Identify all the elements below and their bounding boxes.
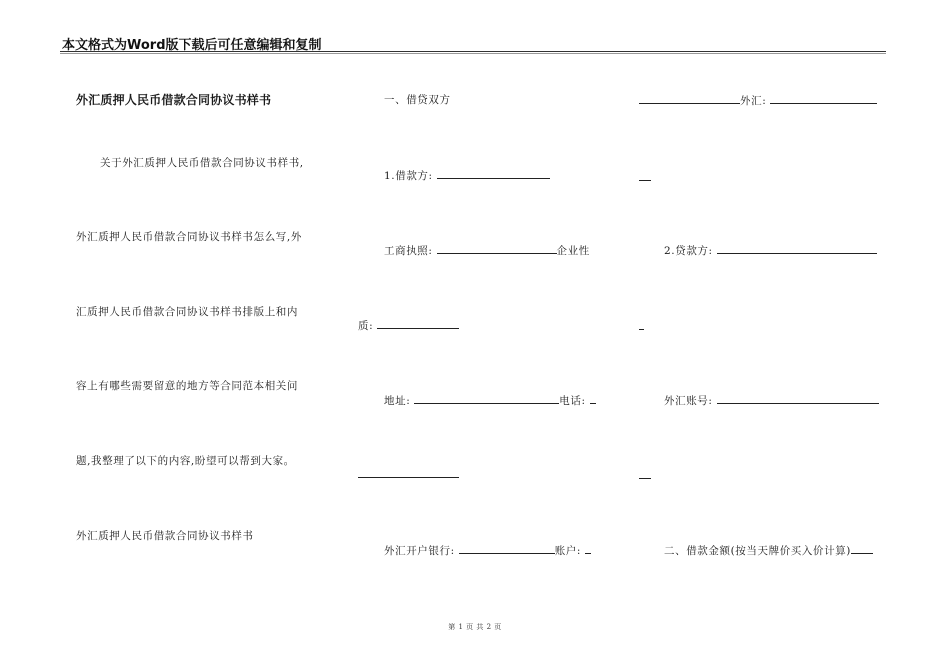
intro-line-1: 关于外汇质押人民币借款合同协议书样书,: [100, 157, 304, 169]
address-blank: [414, 393, 559, 404]
intro-line-3: 汇质押人民币借款合同协议书样书排版上和内: [76, 306, 298, 318]
section-parties-heading: 一、借贷双方: [384, 94, 451, 106]
address-row: [384, 393, 596, 408]
fx-leading-blank: [639, 93, 740, 104]
fx-blank: [770, 93, 877, 104]
phone-blank: [590, 393, 596, 404]
header-divider-secondary: [60, 53, 886, 54]
fx-bank-blank: [459, 543, 555, 554]
enterprise-nature-blank: [377, 318, 459, 329]
fx-bank-row: [384, 543, 591, 558]
intro-line-4: 容上有哪些需要留意的地方等合同范本相关问: [76, 380, 298, 392]
borrower-row: [384, 168, 550, 183]
fx-account-row: [664, 393, 879, 408]
borrower-blank: [437, 168, 550, 179]
short-blank-1: [639, 180, 651, 181]
fx-account-label: 外汇账号:: [664, 395, 713, 407]
intro-line-2: 外汇质押人民币借款合同协议书样书怎么写,外: [76, 231, 302, 243]
fx-row: [639, 93, 877, 108]
header-divider: [60, 51, 886, 52]
business-license-row: [384, 243, 590, 258]
fx-label: 外汇:: [740, 95, 767, 107]
document-header: 本文格式为Word版下载后可任意编辑和复制: [62, 38, 322, 53]
fx-account-blank: [717, 393, 879, 404]
enterprise-nature-cont-label: 质:: [358, 320, 374, 332]
loan-amount-label: 二、借款金额(按当天牌价买入价计算): [664, 545, 851, 557]
address-label: 地址:: [384, 395, 411, 407]
business-license-label: 工商执照:: [384, 245, 433, 257]
short-blank-3: [639, 478, 651, 479]
phone-label: 电话:: [559, 395, 586, 407]
loan-amount-blank: [851, 543, 873, 554]
short-blank-2: [639, 329, 644, 330]
loan-amount-row: [664, 543, 873, 558]
enterprise-nature-label: 企业性: [556, 245, 590, 257]
lender-label: 2.贷款方:: [664, 245, 713, 257]
fx-bank-label: 外汇开户银行:: [384, 545, 455, 557]
lender-blank: [717, 243, 877, 254]
sample-subtitle: 外汇质押人民币借款合同协议书样书: [76, 530, 254, 542]
lender-row: [664, 243, 877, 258]
account-label: 账户:: [554, 545, 582, 557]
account-blank: [585, 543, 591, 554]
business-license-blank: [437, 243, 557, 254]
phone-continued-blank: [358, 477, 459, 478]
intro-line-5: 题,我整理了以下的内容,盼望可以帮到大家。: [76, 455, 295, 467]
document-title: 外汇质押人民币借款合同协议书样书: [76, 93, 272, 107]
page-number-footer: 第 1 页 共 2 页: [448, 623, 502, 631]
borrower-label: 1.借款方:: [384, 170, 433, 182]
enterprise-nature-row: [358, 318, 459, 333]
